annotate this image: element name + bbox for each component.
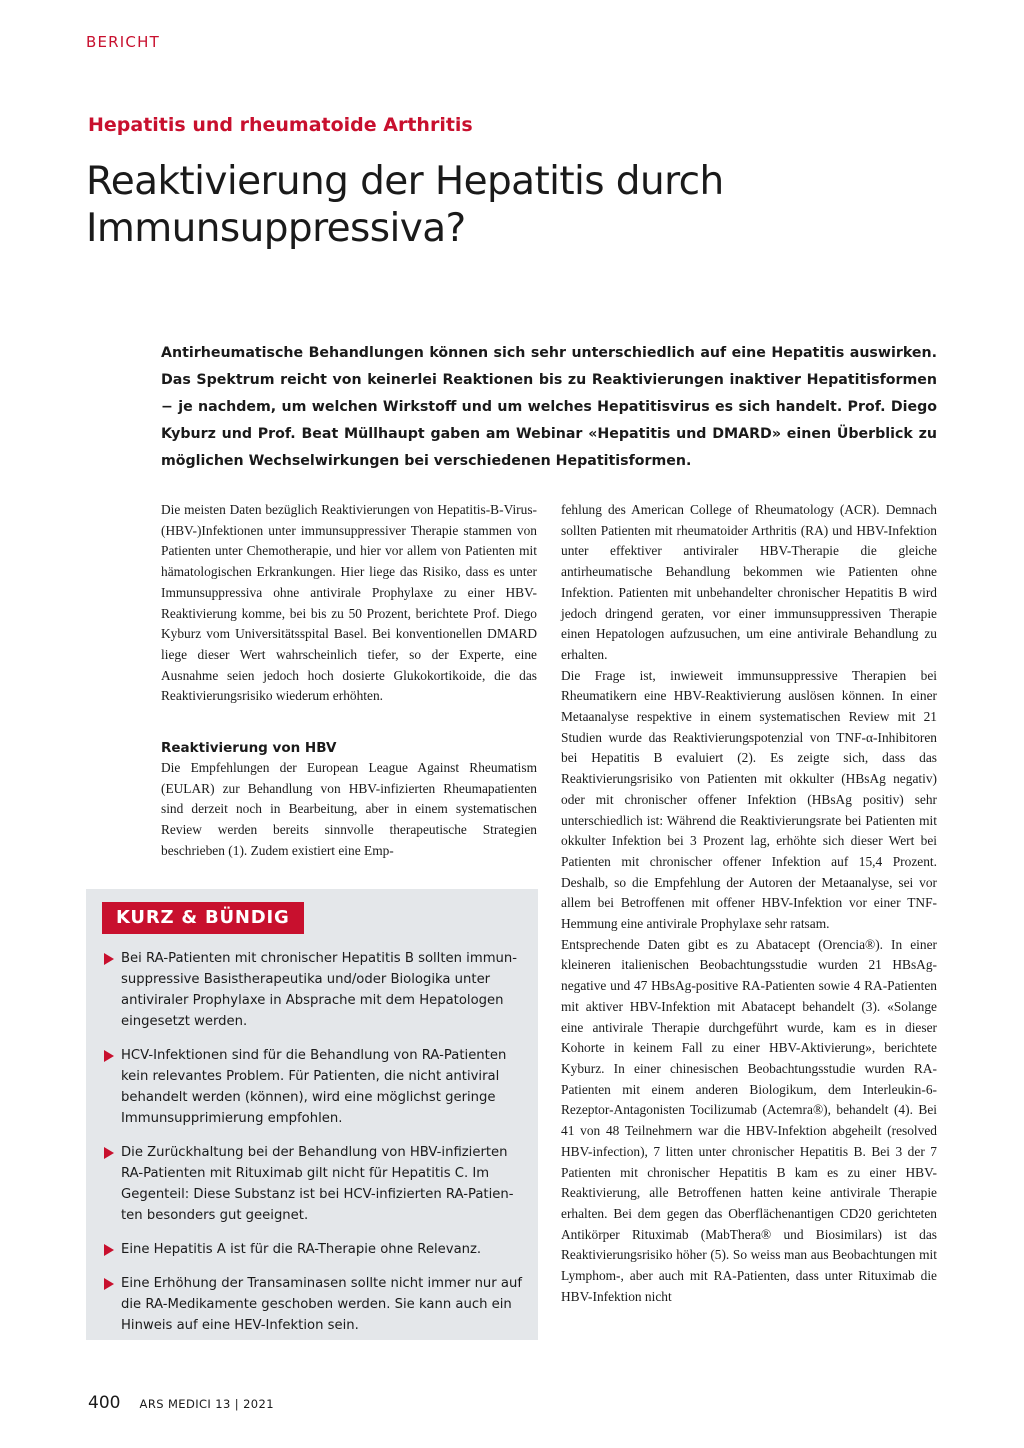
article-kicker: Hepatitis und rheumatoide Arthritis xyxy=(88,114,473,136)
triangle-bullet-icon xyxy=(104,953,114,965)
body-paragraph: Die Frage ist, inwieweit immunsuppressive Therapien bei Rheumatikern eine HBV-Reaktivierung auslösen können. In einer Metaanalyse respektive in einem systematischen Review mit 21 Studien wurde das Reaktivierungspotenzial von TNF-α-Inhibitoren bei Hepatitis B evaluiert (2). Es zeigte sich, dass das Reaktivierungsrisiko von Patienten mit okkulter (HBsAg negativ) oder mit chronischer offener Infektion (HBsAg positiv) sehr unterschiedlich ist: Während die Reaktivierungsrate bei Patienten mit okkulter Infektion bei 3 Prozent lag, erhöhte sich dieser Wert bei Patienten mit chronischer offener Infektion auf 15,4 Prozent. Deshalb, so die Empfehlung der Autoren der Metaanalyse, sei vor allem bei Betroffenen mit offener HBV-Infektion vor einer TNF-Hemmung eine antivirale Prophylaxe sehr ratsam. xyxy=(561,667,937,932)
section-label: BERICHT xyxy=(86,33,160,51)
triangle-bullet-icon xyxy=(104,1278,114,1290)
page-footer xyxy=(88,1393,274,1417)
title-line-1: Reaktivierung der Hepatitis durch xyxy=(86,159,724,204)
list-item xyxy=(104,948,524,1032)
article-title xyxy=(86,158,906,252)
body-paragraph: fehlung des American College of Rheumatology (ACR). Demnach sollten Patienten mit rheumatoider Arthritis (RA) und HBV-Infektion unter effektiver antiviraler HBV-Therapie die gleiche antirheumatische Behandlung bekommen wie Patienten ohne Infektion. Patienten mit unbehandelter chronischer Hepatitis B wird jedoch dringend geraten, vor einer immunsuppressiven Therapie einen Hepatologen aufzusuchen, um eine antivirale Behandlung zu erhalten. xyxy=(561,502,937,662)
summary-box-title: KURZ & BÜNDIG xyxy=(102,902,304,934)
list-item-text: Bei RA-Patienten mit chronischer Hepatitis B sollten immunsuppressive Basistherapeutika und/oder Biologika unter antiviraler Prophylaxe in Absprache mit dem Hepatologen eingesetzt werden. xyxy=(121,951,518,1029)
list-item xyxy=(104,1142,524,1226)
title-line-2: Immunsuppressiva? xyxy=(86,206,466,251)
list-item-text: Eine Hepatitis A ist für die RA-Therapie ohne Relevanz. xyxy=(121,1242,482,1257)
right-column xyxy=(561,500,937,1307)
body-paragraph: Die meisten Daten bezüglich Reaktivierungen von Hepatitis-B-Virus-(HBV-)Infektionen unter immunsuppressiver Therapie stammen von Patienten unter Chemotherapie, und hier vor allem von Patienten mit hämatologischen Erkrankungen. Hier liege das Risiko, dass es unter Immunsuppressiva ohne antivirale Prophylaxe zu einer HBV-Reaktivierung komme, bei bis zu 50 Prozent, berichtete Prof. Diego Kyburz vom Universitätsspital Basel. Bei konventionellen DMARD liege dieser Wert wahrscheinlich tiefer, so der Experte, eine Ausnahme seien jedoch hoch dosierte Glukokortikoide, die das Reaktivierungsrisiko wiederum erhöhten. xyxy=(161,502,537,704)
list-item-text: Eine Erhöhung der Transaminasen sollte nicht immer nur auf die RA-Medikamente geschoben werden. Sie kann auch ein Hinweis auf eine HEV-Infektion sein. xyxy=(121,1276,522,1333)
body-paragraph: Die Empfehlungen der European League Against Rheumatism (EULAR) zur Behandlung von HBV-infizierten Rheumapatienten sind derzeit noch in Bearbeitung, aber in einem systematischen Review werden bereits sinnvolle therapeutische Strategien beschrieben (1). Zudem existiert eine Emp- xyxy=(161,760,537,858)
left-column xyxy=(161,500,537,862)
journal-issue: ARS MEDICI 13 | 2021 xyxy=(139,1397,274,1411)
triangle-bullet-icon xyxy=(104,1050,114,1062)
triangle-bullet-icon xyxy=(104,1147,114,1159)
page-number: 400 xyxy=(88,1393,121,1413)
list-item xyxy=(104,1273,524,1336)
list-item-text: Die Zurückhaltung bei der Behandlung von HBV-infizierten RA-Patienten mit Rituximab gilt nicht für Hepatitis C. Im Gegenteil: Diese Substanz ist bei HCV-infizierten RA-Patienten besonders gut geeignet. xyxy=(121,1145,514,1223)
subheading: Reaktivierung von HBV xyxy=(161,740,337,757)
summary-list xyxy=(104,948,524,1349)
body-paragraph: Entsprechende Daten gibt es zu Abatacept (Orencia®). In einer kleineren italienischen Beobachtungsstudie wurden 21 HBsAg-negative und 47 HBsAg-positive RA-Patienten sowie 4 RA-Patienten mit aktiver HBV-Infektion mit Abatacept behandelt (3). «Solange eine antivirale Therapie durchgeführt wurde, kam es in dieser Kohorte in keinem Fall zu einer HBV-Aktivierung», berichtete Kyburz. In einer chinesischen Beobachtungsstudie wurden RA-Patienten mit einem anderen Biologikum, dem Interleukin-6-Rezeptor-Antagonisten Tocilizumab (Actemra®), behandelt (4). Bei 41 von 48 Teilnehmern war die HBV-Infektion abgeheilt (resolved HBV-infection), 7 litten unter chronischer Hepatitis B. Bei 3 der 7 Patienten mit chronischer Hepatitis B kam es zu einer HBV-Reaktivierung, alle Betroffenen hatten keine antivirale Therapie erhalten. Bei dem gegen das Oberflächenantigen CD20 gerichteten Antikörper Rituximab (MabThera® und Biosimilars) ist das Reaktivierungsrisiko höher (5). So weiss man aus Beobachtungen mit Lymphom-, aber auch mit RA-Patienten, dass unter Rituximab die HBV-Infektion nicht xyxy=(561,936,937,1304)
article-lead: Antirheumatische Behandlungen können sich sehr unterschiedlich auf eine Hepatitis auswirken. Das Spektrum reicht von keinerlei Reaktionen bis zu Reaktivierungen inaktiver Hepatitisformen − je nachdem, um welchen Wirkstoff und um welches Hepatitisvirus es sich handelt. Prof. Diego Kyburz und Prof. Beat Müllhaupt gaben am Webinar «Hepatitis und DMARD» einen Überblick zu möglichen Wechselwirkungen bei verschiedenen Hepatitisformen. xyxy=(161,345,937,469)
triangle-bullet-icon xyxy=(104,1244,114,1256)
list-item-text: HCV-Infektionen sind für die Behandlung von RA-Patienten kein relevantes Problem. Für Patienten, die nicht antiviral behandelt werden (können), wird eine möglichst geringe Immunsupprimierung empfohlen. xyxy=(121,1048,507,1126)
list-item xyxy=(104,1239,524,1260)
list-item xyxy=(104,1045,524,1129)
